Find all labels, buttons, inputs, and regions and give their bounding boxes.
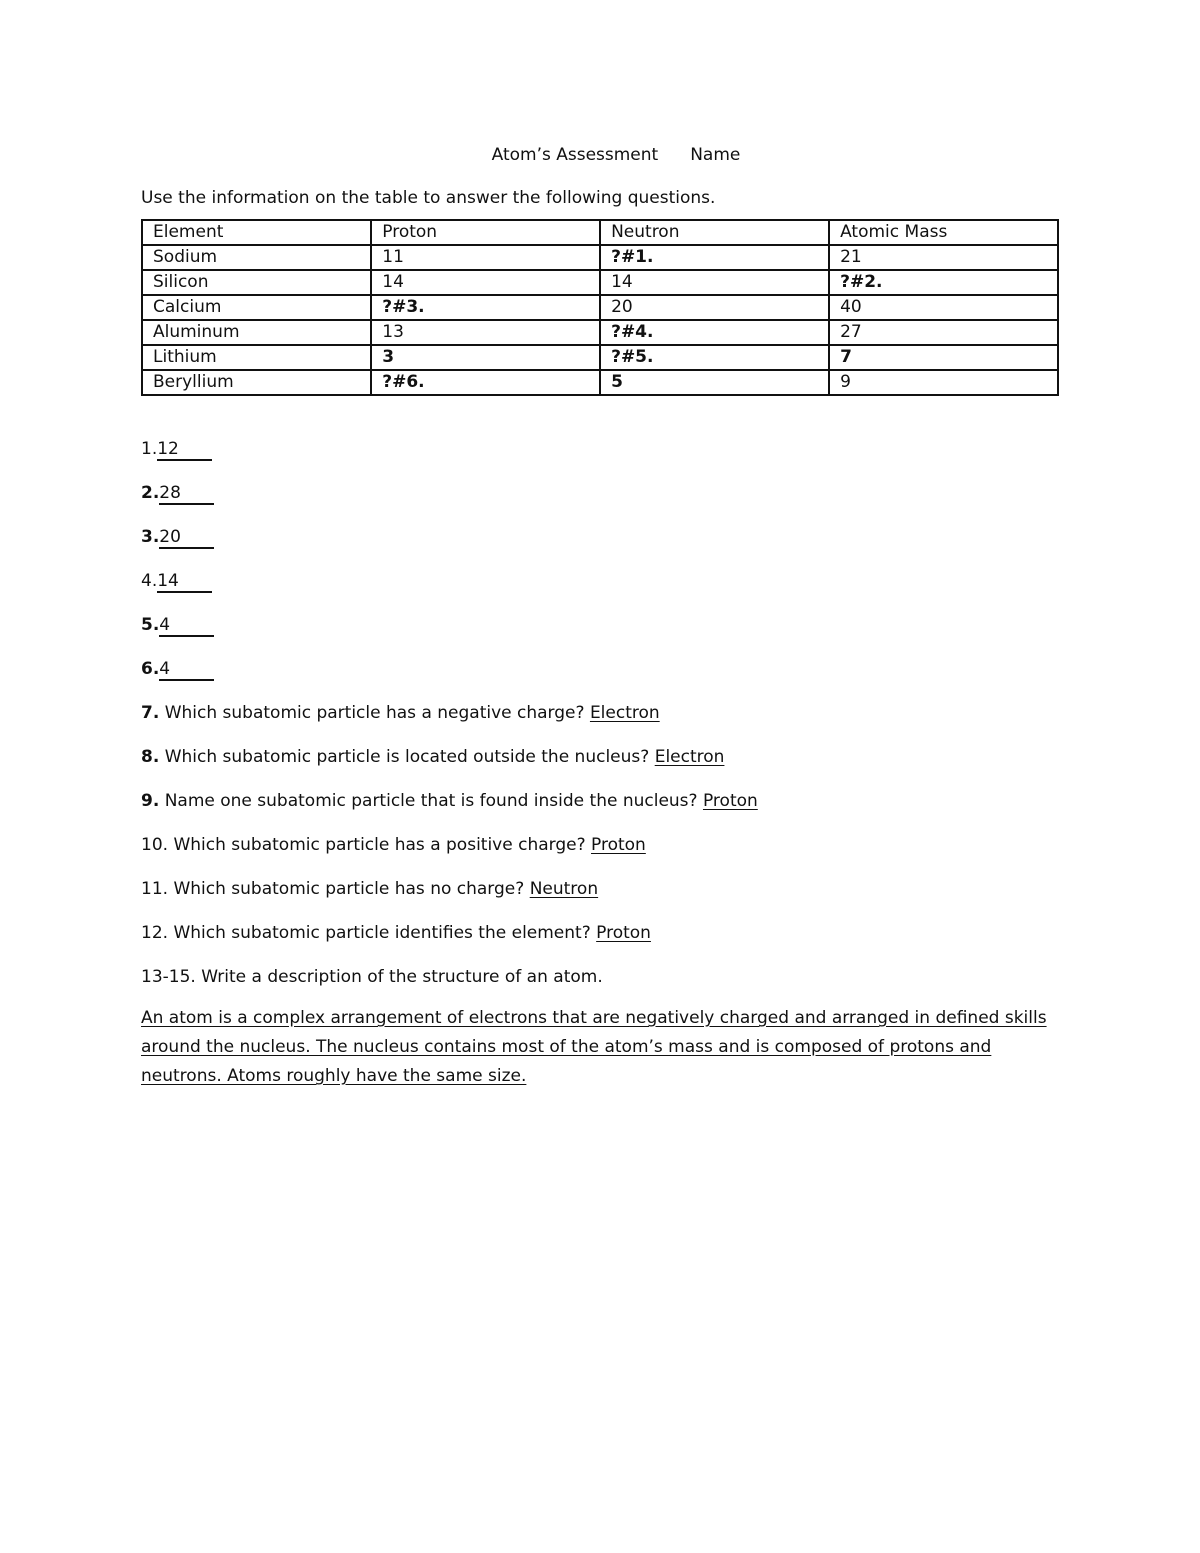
answer-number: 1. <box>141 439 158 459</box>
question-number: 7. <box>141 703 160 723</box>
question-line <box>141 790 1061 812</box>
essay-answer: An atom is a complex arrangement of electrons that are negatively charged and arranged in defined skills around the nucleus. The nucleus contains most of the atom’s mass and is composed of protons and neutrons. Atoms roughly have the same size. <box>141 1008 1047 1086</box>
question-text: Write a description of the structure of an atom. <box>195 967 603 987</box>
question-number: 12. <box>141 923 169 943</box>
answer-line <box>141 570 1061 592</box>
table-cell: Lithium <box>142 345 371 370</box>
table-row <box>142 370 1058 395</box>
table-cell: 7 <box>829 345 1058 370</box>
question-number: 11. <box>141 879 169 899</box>
table-header-row <box>142 220 1058 245</box>
table-header-cell: Neutron <box>600 220 829 245</box>
table-row <box>142 295 1058 320</box>
table-cell: 14 <box>371 270 600 295</box>
name-label: Name <box>690 145 741 165</box>
question-text: Name one subatomic particle that is found inside the nucleus? <box>159 791 703 811</box>
question-text: Which subatomic particle has a negative charge? <box>159 703 590 723</box>
table-row <box>142 270 1058 295</box>
question-line <box>141 878 1061 900</box>
answer-number: 4. <box>141 571 158 591</box>
answer-number: 6. <box>141 659 160 679</box>
table-cell: 21 <box>829 245 1058 270</box>
table-cell: ?#3. <box>371 295 600 320</box>
question-line <box>141 702 1061 724</box>
question-line <box>141 834 1061 856</box>
title-row <box>141 140 1061 170</box>
question-answer: Proton <box>596 923 651 943</box>
question-line <box>141 922 1061 944</box>
table-cell: Aluminum <box>142 320 371 345</box>
question-number: 9. <box>141 791 160 811</box>
table-cell: Sodium <box>142 245 371 270</box>
table-row <box>142 320 1058 345</box>
answer-line <box>141 658 1061 680</box>
table-cell: 27 <box>829 320 1058 345</box>
answer-number: 2. <box>141 483 160 503</box>
table-cell: 20 <box>600 295 829 320</box>
answer-blank: 4 <box>159 615 214 637</box>
table-header-cell: Atomic Mass <box>829 220 1058 245</box>
answer-blank: 14 <box>157 571 212 593</box>
question-text: Which subatomic particle identifies the element? <box>168 923 597 943</box>
answer-line <box>141 438 1061 460</box>
answer-line <box>141 482 1061 504</box>
table-cell: ?#6. <box>371 370 600 395</box>
instructions: Use the information on the table to answer the following questions. <box>141 188 716 208</box>
question-line <box>141 966 1061 988</box>
question-answer: Proton <box>591 835 646 855</box>
answer-blank: 4 <box>159 659 214 681</box>
page-title: Atom’s Assessment <box>491 145 659 165</box>
answer-number: 3. <box>141 527 160 547</box>
answer-line <box>141 526 1061 548</box>
question-line <box>141 746 1061 768</box>
table-cell: ?#5. <box>600 345 829 370</box>
question-answer: Electron <box>589 703 660 723</box>
table-row <box>142 345 1058 370</box>
table-cell: ?#4. <box>600 320 829 345</box>
table-cell: ?#2. <box>829 270 1058 295</box>
answer-number: 5. <box>141 615 160 635</box>
table-header-cell: Element <box>142 220 371 245</box>
question-number: 8. <box>141 747 160 767</box>
table-cell: Beryllium <box>142 370 371 395</box>
table-cell: Silicon <box>142 270 371 295</box>
question-text: Which subatomic particle has no charge? <box>168 879 530 899</box>
table-cell: 11 <box>371 245 600 270</box>
table-cell: 9 <box>829 370 1058 395</box>
table-cell: 14 <box>600 270 829 295</box>
table-cell: 13 <box>371 320 600 345</box>
question-number: 13-15. <box>141 967 196 987</box>
table-cell: 3 <box>371 345 600 370</box>
answer-blank: 20 <box>159 527 214 549</box>
table-row <box>142 245 1058 270</box>
question-text: Which subatomic particle has a positive charge? <box>168 835 592 855</box>
table-cell: Calcium <box>142 295 371 320</box>
table-cell: ?#1. <box>600 245 829 270</box>
answer-blank: 12 <box>157 439 212 461</box>
table-cell: 5 <box>600 370 829 395</box>
question-answer: Electron <box>654 747 725 767</box>
question-number: 10. <box>141 835 169 855</box>
element-table <box>141 219 1059 396</box>
table-cell: 40 <box>829 295 1058 320</box>
worksheet-page <box>141 140 1061 1091</box>
answer-list <box>141 438 1061 988</box>
question-answer: Neutron <box>529 879 599 899</box>
answer-blank: 28 <box>159 483 214 505</box>
question-answer: Proton <box>702 791 758 811</box>
question-text: Which subatomic particle is located outside the nucleus? <box>159 747 655 767</box>
answer-line <box>141 614 1061 636</box>
table-header-cell: Proton <box>371 220 600 245</box>
